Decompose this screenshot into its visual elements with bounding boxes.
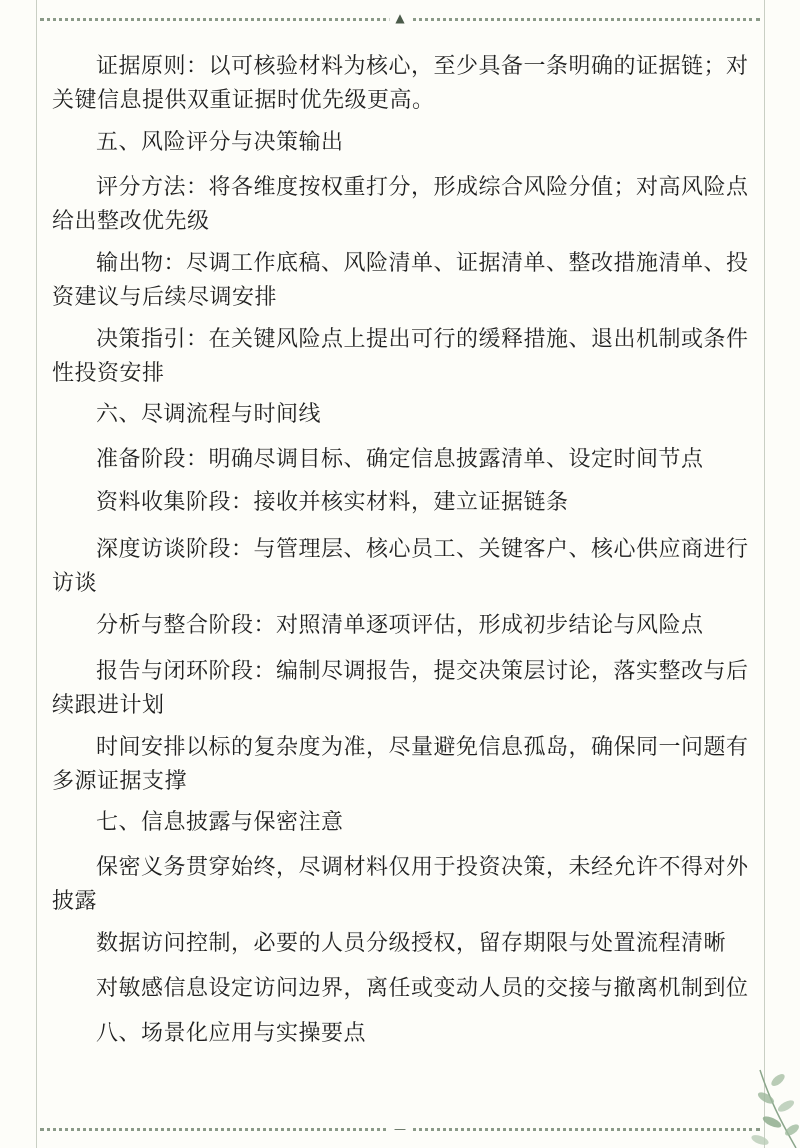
paragraph-analysis-stage: 分析与整合阶段：对照清单逐项评估，形成初步结论与风险点 — [96, 613, 704, 638]
triangle-ornament-icon: ▲ — [389, 12, 410, 24]
bottom-dotted-border — [40, 1122, 760, 1136]
paragraph-outputs: 输出物：尽调工作底稿、风险清单、证据清单、整改措施清单、投资建议与后续尽调安排 — [52, 251, 749, 310]
paragraph-scoring-method: 评分方法：将各维度按权重打分，形成综合风险分值；对高风险点给出整改优先级 — [52, 175, 749, 234]
paragraph-prep-stage: 准备阶段：明确尽调目标、确定信息披露清单、设定时间节点 — [96, 447, 704, 472]
right-margin-line — [764, 0, 765, 1148]
section-heading-7: 七、信息披露与保密注意 — [96, 810, 344, 835]
paragraph-report-stage: 报告与闭环阶段：编制尽调报告，提交决策层讨论，落实整改与后续跟进计划 — [52, 659, 749, 718]
paragraph-sensitive-info: 对敏感信息设定访问边界，离任或变动人员的交接与撤离机制到位 — [96, 976, 749, 1001]
section-heading-6: 六、尽调流程与时间线 — [96, 402, 322, 427]
section-heading-5: 五、风险评分与决策输出 — [96, 130, 344, 155]
paragraph-access-control: 数据访问控制，必要的人员分级授权，留存期限与处置流程清晰 — [96, 931, 727, 956]
paragraph-collection-stage: 资料收集阶段：接收并核实材料，建立证据链条 — [96, 490, 569, 515]
section-heading-8: 八、场景化应用与实操要点 — [96, 1021, 367, 1046]
paragraph-decision-guide: 决策指引：在关键风险点上提出可行的缓释措施、退出机制或条件性投资安排 — [52, 327, 749, 386]
paragraph-timeline-note: 时间安排以标的复杂度为准，尽量避免信息孤岛，确保同一问题有多源证据支撑 — [52, 735, 749, 794]
paragraph-confidentiality: 保密义务贯穿始终，尽调材料仅用于投资决策，未经允许不得对外披露 — [52, 855, 749, 914]
top-dotted-border — [40, 11, 760, 25]
dash-ornament-icon: — — [388, 1123, 412, 1135]
paragraph-evidence-principle: 证据原则：以可核验材料为核心，至少具备一条明确的证据链；对关键信息提供双重证据时优先级更高。 — [52, 54, 749, 113]
plant-decoration-icon — [700, 1040, 800, 1148]
left-margin-line — [36, 0, 37, 1148]
paragraph-interview-stage: 深度访谈阶段：与管理层、核心员工、关键客户、核心供应商进行访谈 — [52, 537, 749, 596]
